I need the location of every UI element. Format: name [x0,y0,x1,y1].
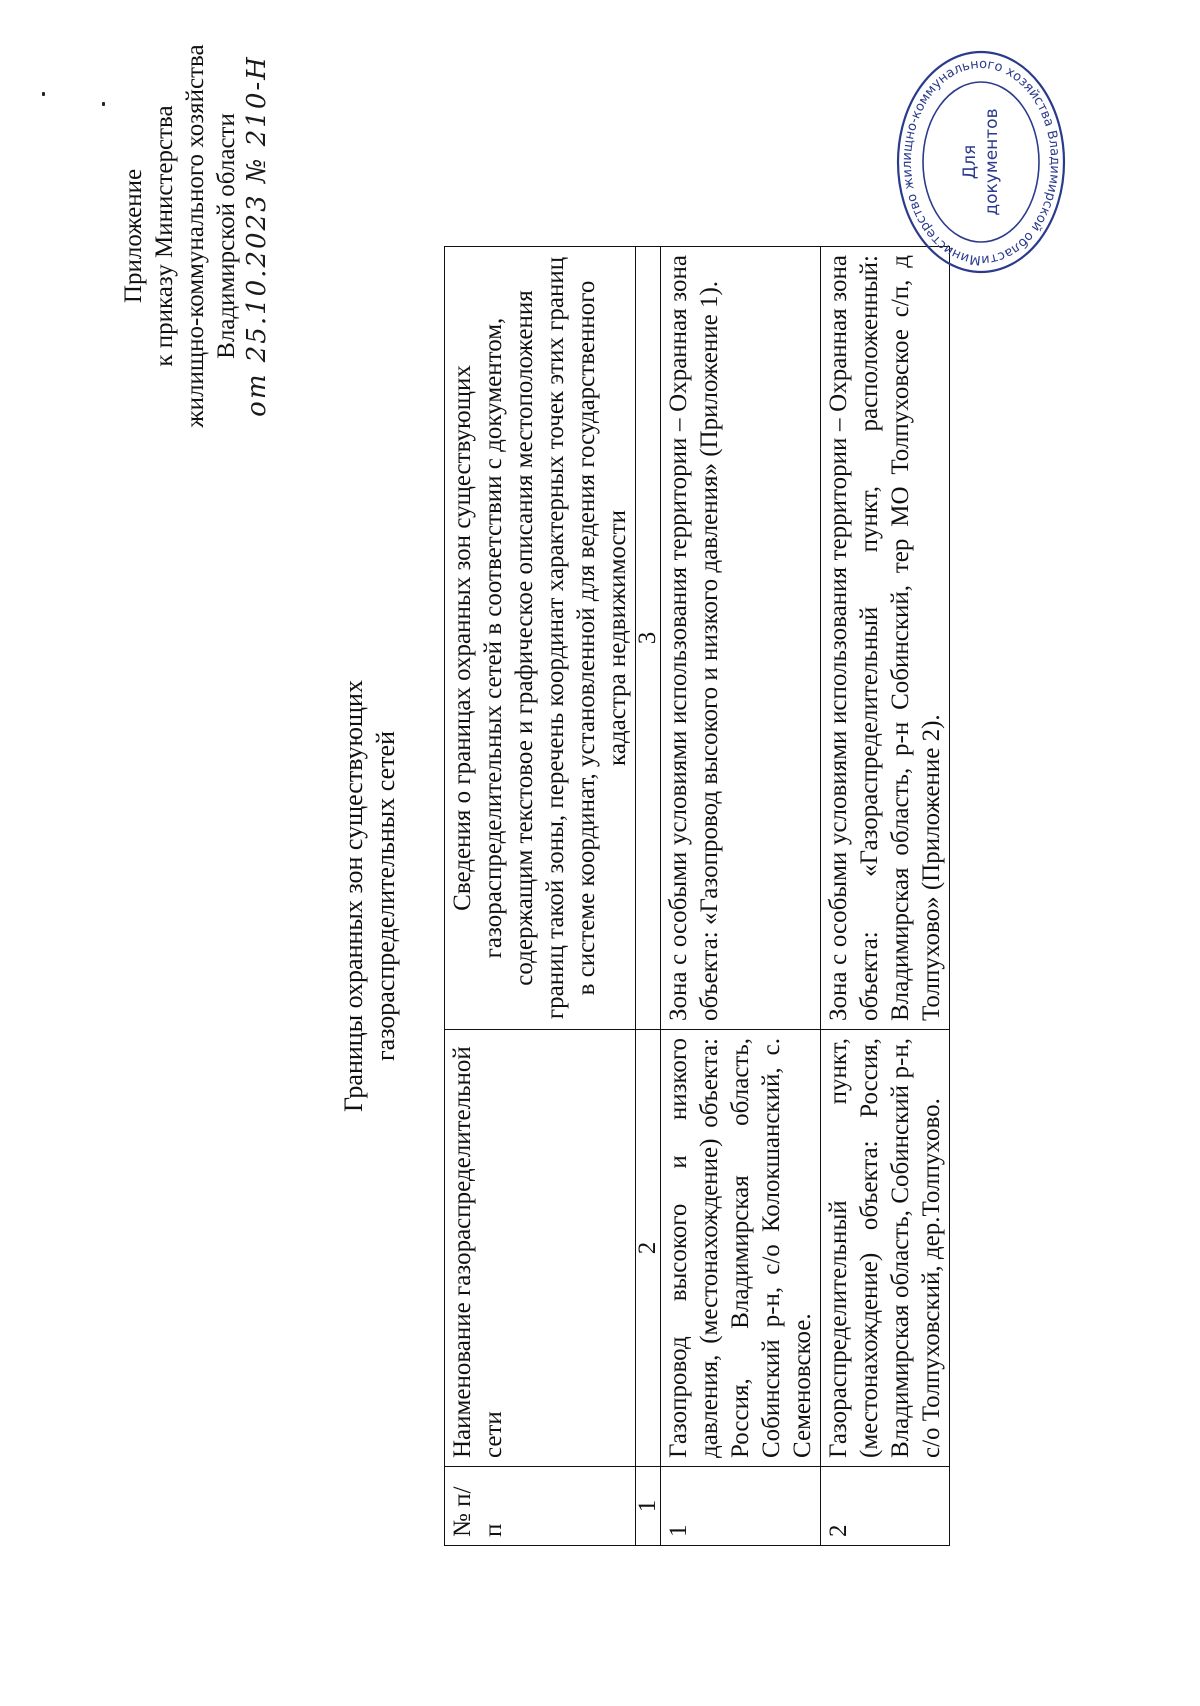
official-seal-stamp [895,48,1067,276]
seal-center-line1: Для [960,144,980,180]
column-index-3: 3 [636,247,661,1030]
header-num: № п/п [445,1467,636,1546]
appendix-order-line: к приказу Министерства [151,105,178,367]
handwritten-date-number: от 25.10.2023 № 210-Н [242,55,272,417]
row-name: Газопровод высокого и низкого давления, (местонахождение) объекта: Россия, Владимирская область, Собинский р-н, с/о Колокшанский, с. Семеновское. [661,1030,821,1467]
seal-ring-text: Министерство жилищно-коммунального хозяйства Владимирской области [899,56,1063,268]
header-name: Наименование газораспределительной сети [445,1030,636,1467]
row-num: 1 [661,1467,821,1546]
appendix-region-line: Владимирской области [213,113,240,359]
column-index-1: 1 [636,1467,661,1546]
row-info: Зона с особыми условиями использования территории – Охранная зона объекта: «Газораспределительный пункт, расположенный: Владимирская область, р-н Собинский, тер МО Толпуховское с/п, д Толпухово» (Приложение 2). [821,247,950,1030]
table-row [821,247,950,1546]
seal-center-line2: документов [982,108,1002,216]
seal-graphic [895,48,1067,276]
column-index-2: 2 [636,1030,661,1467]
row-info: Зона с особыми условиями использования территории – Охранная зона объекта: «Газопровод высокого и низкого давления» (Приложение 1). [661,247,821,1030]
appendix-title: Приложение [120,168,147,304]
document-title-line2: газораспределительных сетей [371,731,400,1062]
table-row [661,247,821,1546]
column-index-row [636,247,661,1546]
row-name: Газораспределительный пункт, (местонахождение) объекта: Россия, Владимирская область, Собинский р-н, с/о Толпуховский, дер.Толпухово. [821,1030,950,1467]
appendix-header [118,26,273,446]
header-info: Сведения о границах охранных зон существующих газораспределительных сетей в соответствии с документом, содержащим текстовое и графическое описания местоположения границ такой зоны, перечень координат характерных точек этих границ в системе координат, установленной для ведения государственного кадастра недвижимости [445,247,636,1030]
document-title [338,446,402,1346]
document-title-line1: Границы охранных зон существующих [339,680,368,1112]
appendix-ministry-line: жилищно-коммунального хозяйства [182,44,209,428]
zones-table [444,246,950,1546]
table-header-row [445,247,636,1546]
row-num: 2 [821,1467,950,1546]
